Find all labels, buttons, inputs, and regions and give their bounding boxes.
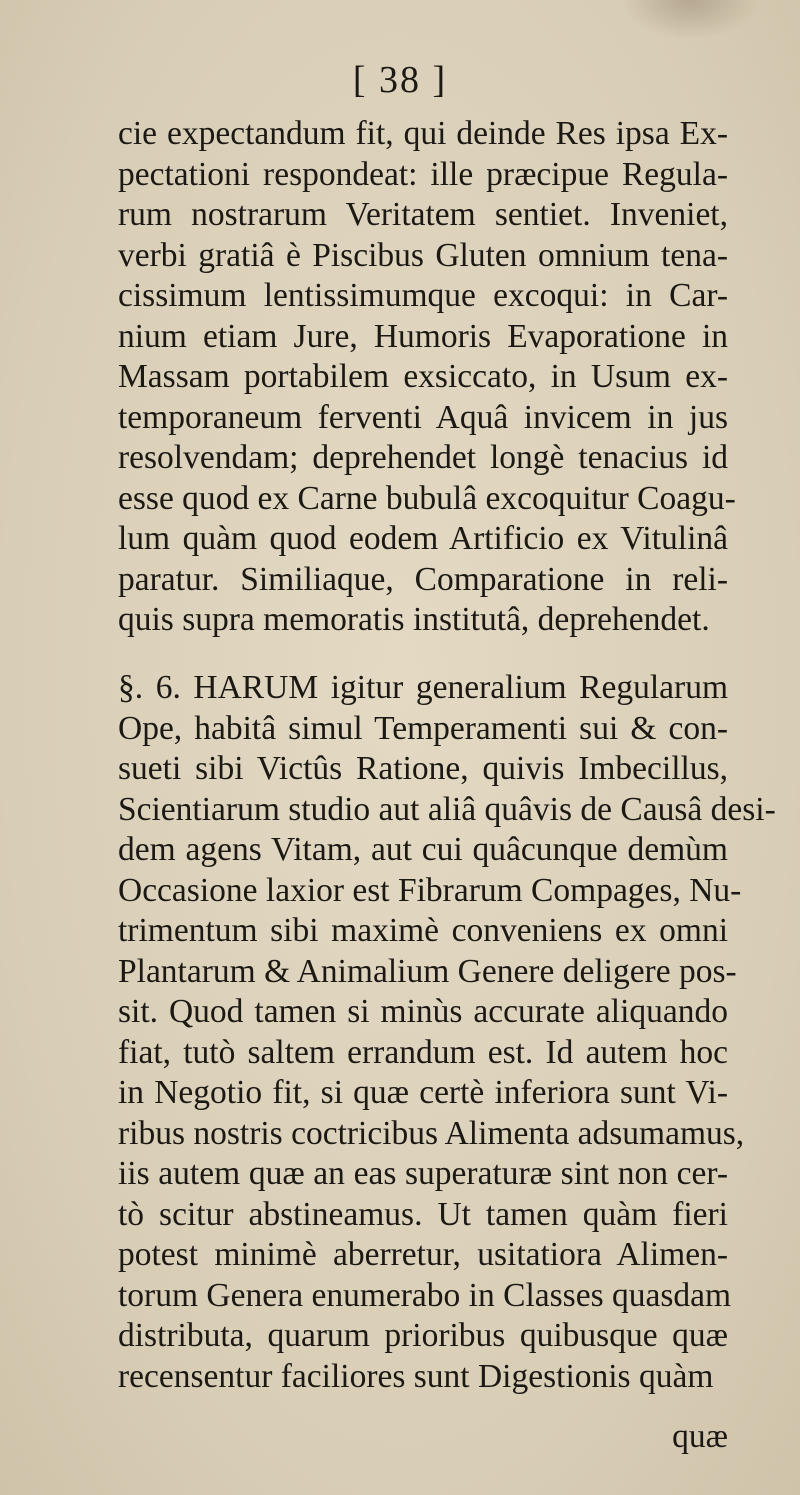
text-line: distributa, quarum prioribus quibusque quæ xyxy=(118,1317,728,1354)
text-line: verbi gratiâ è Piscibus Gluten omnium tena- xyxy=(118,236,728,274)
text-line: pectationi respondeat: ille præcipue Regula- xyxy=(118,155,728,193)
text-line: sueti sibi Victûs Ratione, quivis Imbecillus, xyxy=(118,750,728,787)
text-line: lum quàm quod eodem Artificio ex Vitulinâ xyxy=(118,520,728,557)
text-line: ribus nostris coctricibus Alimenta adsumamus, xyxy=(118,1114,745,1152)
text-line: temporaneum ferventi Aquâ invicem in jus xyxy=(118,398,728,436)
text-line: cie expectandum fit, qui deinde Res ipsa Ex- xyxy=(118,115,728,152)
text-line: nium etiam Jure, Humoris Evaporatione in xyxy=(118,317,728,355)
text-line: potest minimè aberretur, usitatiora Alimen- xyxy=(118,1236,728,1273)
paragraph-2 xyxy=(118,668,776,1397)
text-line: iis autem quæ an eas superaturæ sint non cer- xyxy=(118,1155,728,1192)
text-line: quis supra memoratis institutâ, deprehendet. xyxy=(118,601,710,638)
text-line: Scientiarum studio aut aliâ quâvis de Causâ desi- xyxy=(118,790,776,828)
text-line: Occasione laxior est Fibrarum Compages, Nu- xyxy=(118,871,742,909)
text-line: paratur. Similiaque, Comparatione in reli- xyxy=(118,560,728,598)
text-line: resolvendam; deprehendet longè tenacius id xyxy=(118,439,728,476)
page-number: [ 38 ] xyxy=(352,59,448,101)
text-line: Massam portabilem exsiccato, in Usum ex- xyxy=(118,358,728,395)
text-line: torum Genera enumerabo in Classes quasdam xyxy=(118,1276,732,1314)
text-line: tò scitur abstineamus. Ut tamen quàm fieri xyxy=(118,1195,728,1233)
text-line: §. 6. HARUM igitur generalium Regularum xyxy=(118,669,728,706)
page-stain xyxy=(620,0,760,40)
catchword: quæ xyxy=(672,1418,728,1455)
text-line: sit. Quod tamen si minùs accurate aliquando xyxy=(118,993,728,1030)
text-line: trimentum sibi maximè conveniens ex omni xyxy=(118,912,728,949)
text-line: Plantarum & Animalium Genere deligere pos- xyxy=(118,952,737,990)
text-line: cissimum lentissimumque excoqui: in Car- xyxy=(118,277,728,314)
text-line: Ope, habitâ simul Temperamenti sui & con- xyxy=(118,709,728,747)
paragraph-1 xyxy=(118,114,736,641)
text-line: in Negotio fit, si quæ certè inferiora sunt Vi- xyxy=(118,1074,728,1111)
text-line: fiat, tutò saltem errandum est. Id autem hoc xyxy=(118,1033,728,1071)
text-line: dem agens Vitam, aut cui quâcunque demùm xyxy=(118,831,728,868)
text-line: recensentur faciliores sunt Digestionis quàm xyxy=(118,1357,714,1395)
text-line: rum nostrarum Veritatem sentiet. Inveniet, xyxy=(118,196,728,233)
text-line: esse quod ex Carne bubulâ excoquitur Coagu- xyxy=(118,479,736,517)
